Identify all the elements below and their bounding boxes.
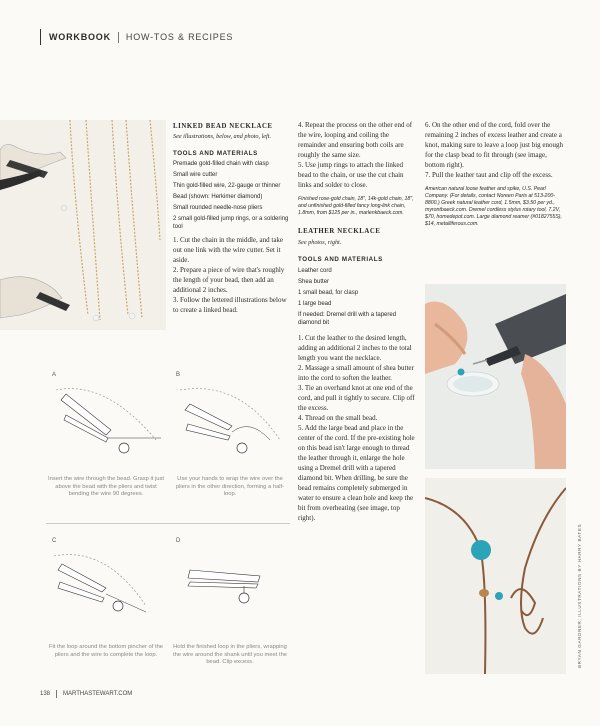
illustration-caption: Fit the loop around the bottom pincher of the pliers and the wire to complete the loop. — [48, 644, 164, 658]
right-column — [425, 120, 565, 228]
material-item: Shea butter — [298, 278, 330, 285]
header-bar — [40, 29, 41, 45]
linked-steps — [173, 235, 291, 315]
leather-tools-title: TOOLS AND MATERIALS — [298, 256, 383, 264]
step-item: 1. Cut the leather to the desired length, adding an additional 2 inches to the total length you want the necklace. — [298, 333, 412, 362]
material-item: Premade gold-filled chain with clasp — [173, 161, 269, 168]
illustration-d — [170, 556, 290, 626]
leather-necklace-photo — [425, 478, 566, 674]
footer-divider — [56, 690, 57, 698]
subsection-name: HOW-TOS & RECIPES — [125, 32, 234, 42]
page-header — [40, 28, 233, 46]
illustration-letter-c: C — [52, 538, 57, 544]
pliers-illustration-c — [46, 546, 166, 626]
material-item: Thin gold-filled wire, 22-gauge or thinner — [173, 183, 281, 190]
illustration-caption: Use your hands to wrap the wire over the pliers in the other direction, forming a half-loop. — [175, 476, 285, 498]
leather-photo-image — [425, 478, 566, 674]
step-item: 2. Massage a small amount of shea butter into the cord to soften the leather. — [298, 363, 414, 382]
step-item: 6. On the other end of the cord, fold over the remaining 2 inches of excess leather and create a knot, making sure to leave a loop just big enough for the clasp bead to fit through (see image, bottom right). — [425, 121, 564, 169]
page-footer — [40, 690, 132, 698]
section-name: WORKBOOK — [49, 32, 111, 42]
illustration-c — [46, 546, 166, 626]
leather-source-credit: American natural loose feather and spike, U.S. Pearl Company. (For details, contact Noreen Paris at 513-200-8800.) Greek natural leather cord, 1.5mm, $3.50 per yd., myrontbaeck.com. Dremel cordless stylus rotary tool, 7.2V, $70, homedepot.com. Large diamond reamer (#0182755S), $14, metalliferous.com. — [425, 186, 562, 227]
drill-photo — [425, 284, 566, 469]
material-item: 1 small bead, for clasp — [298, 289, 359, 296]
linked-bead-title: LINKED BEAD NECKLACE — [173, 123, 273, 130]
pliers-illustration-a — [46, 380, 166, 470]
pliers-illustration-d — [170, 556, 290, 626]
illustration-b — [170, 380, 290, 470]
material-item: 2 small gold-filled jump rings, or a soldering tool — [173, 216, 289, 231]
illustration-divider — [46, 523, 290, 524]
material-item: 1 large bead — [298, 300, 332, 307]
material-item: Bead (shown: Herkimer diamond) — [173, 194, 263, 201]
illustration-letter-b: B — [176, 372, 181, 378]
illustration-caption: Insert the wire through the bead. Grasp it just above the bead with the pliers and twist bending the wire 90 degrees. — [47, 476, 164, 498]
illustration-letter-d: D — [176, 538, 181, 544]
step-item: 5. Use jump rings to attach the linked bead to the chain, or use the cut chain links and solder to close. — [298, 161, 404, 189]
material-item: If needed: Dremel drill with a tapered diamond bit — [298, 311, 397, 326]
page-number: 138 — [40, 691, 51, 697]
step-item: 3. Tie an overhand knot at one end of the cord, and pull it tightly to secure. Clip off the excess. — [298, 383, 415, 412]
illustration-a — [46, 380, 166, 470]
chain-photo — [0, 120, 166, 330]
chain-photo-image — [0, 120, 166, 330]
leather-title: LEATHER NECKLACE — [298, 228, 381, 235]
linked-bead-column — [173, 122, 291, 315]
illustration-letter-a: A — [52, 372, 57, 378]
material-item: Small wire cutter — [173, 172, 218, 179]
step-item: 1. Cut the chain in the middle, and take out one link with the wire cutter. Set it aside. — [173, 236, 284, 265]
header-divider — [118, 32, 119, 43]
middle-column — [298, 120, 416, 523]
material-item: Small rounded needle-nose pliers — [173, 205, 263, 212]
step-item: 4. Thread on the small bead. — [298, 413, 378, 422]
material-item: Leather cord — [298, 267, 332, 274]
leather-steps — [298, 333, 416, 523]
linked-tools-title: TOOLS AND MATERIALS — [173, 150, 258, 158]
drill-photo-image — [425, 284, 566, 469]
step-item: 7. Pull the leather taut and clip off the excess. — [425, 171, 553, 179]
illustration-caption: Hold the finished loop in the pliers, wrapping the wire around the shank until you meet the bead. Clip excess. — [172, 644, 288, 666]
step-item: 3. Follow the lettered illustrations below to create a linked bead. — [173, 296, 287, 315]
step-item: 2. Prepare a piece of wire that's roughly the length of your bead, then add an additional 2 inches. — [173, 266, 285, 295]
linked-bead-intro: See illustrations, below, and photo, left. — [173, 133, 272, 141]
step-item: 4. Repeat the process on the other end of the wire, looping and coiling the remainder and ensuring both coils are roughly the same size. — [298, 121, 413, 159]
leather-intro: See photos, right. — [298, 239, 342, 247]
leather-materials-list — [298, 267, 416, 327]
photo-credit: BRYAN GARDNER; ILLUSTRATIONS BY HARRY BATES — [577, 523, 582, 668]
chain-source-credit: Finished rose-gold chain, 18", 14k-gold chain, 18", and unfinished gold-filled fancy long-link chain, 1.8mm, from $125 per in., marlenkbaeck.com. — [298, 196, 414, 216]
site-name: MARTHASTEWART.COM — [63, 691, 133, 697]
linked-materials-list — [173, 160, 291, 231]
step-item: 5. Add the large bead and place in the center of the cord. If the pre-existing hole on this bead isn't large enough to thread the leather through it, enlarge the hole using a Dremel drill with a tapered diamond bit. When drilling, be sure the bead remains completely submerged in water to ensure a clean hole and keep the bit from overheating (see image, top right). — [298, 423, 415, 522]
pliers-illustration-b — [170, 380, 290, 470]
